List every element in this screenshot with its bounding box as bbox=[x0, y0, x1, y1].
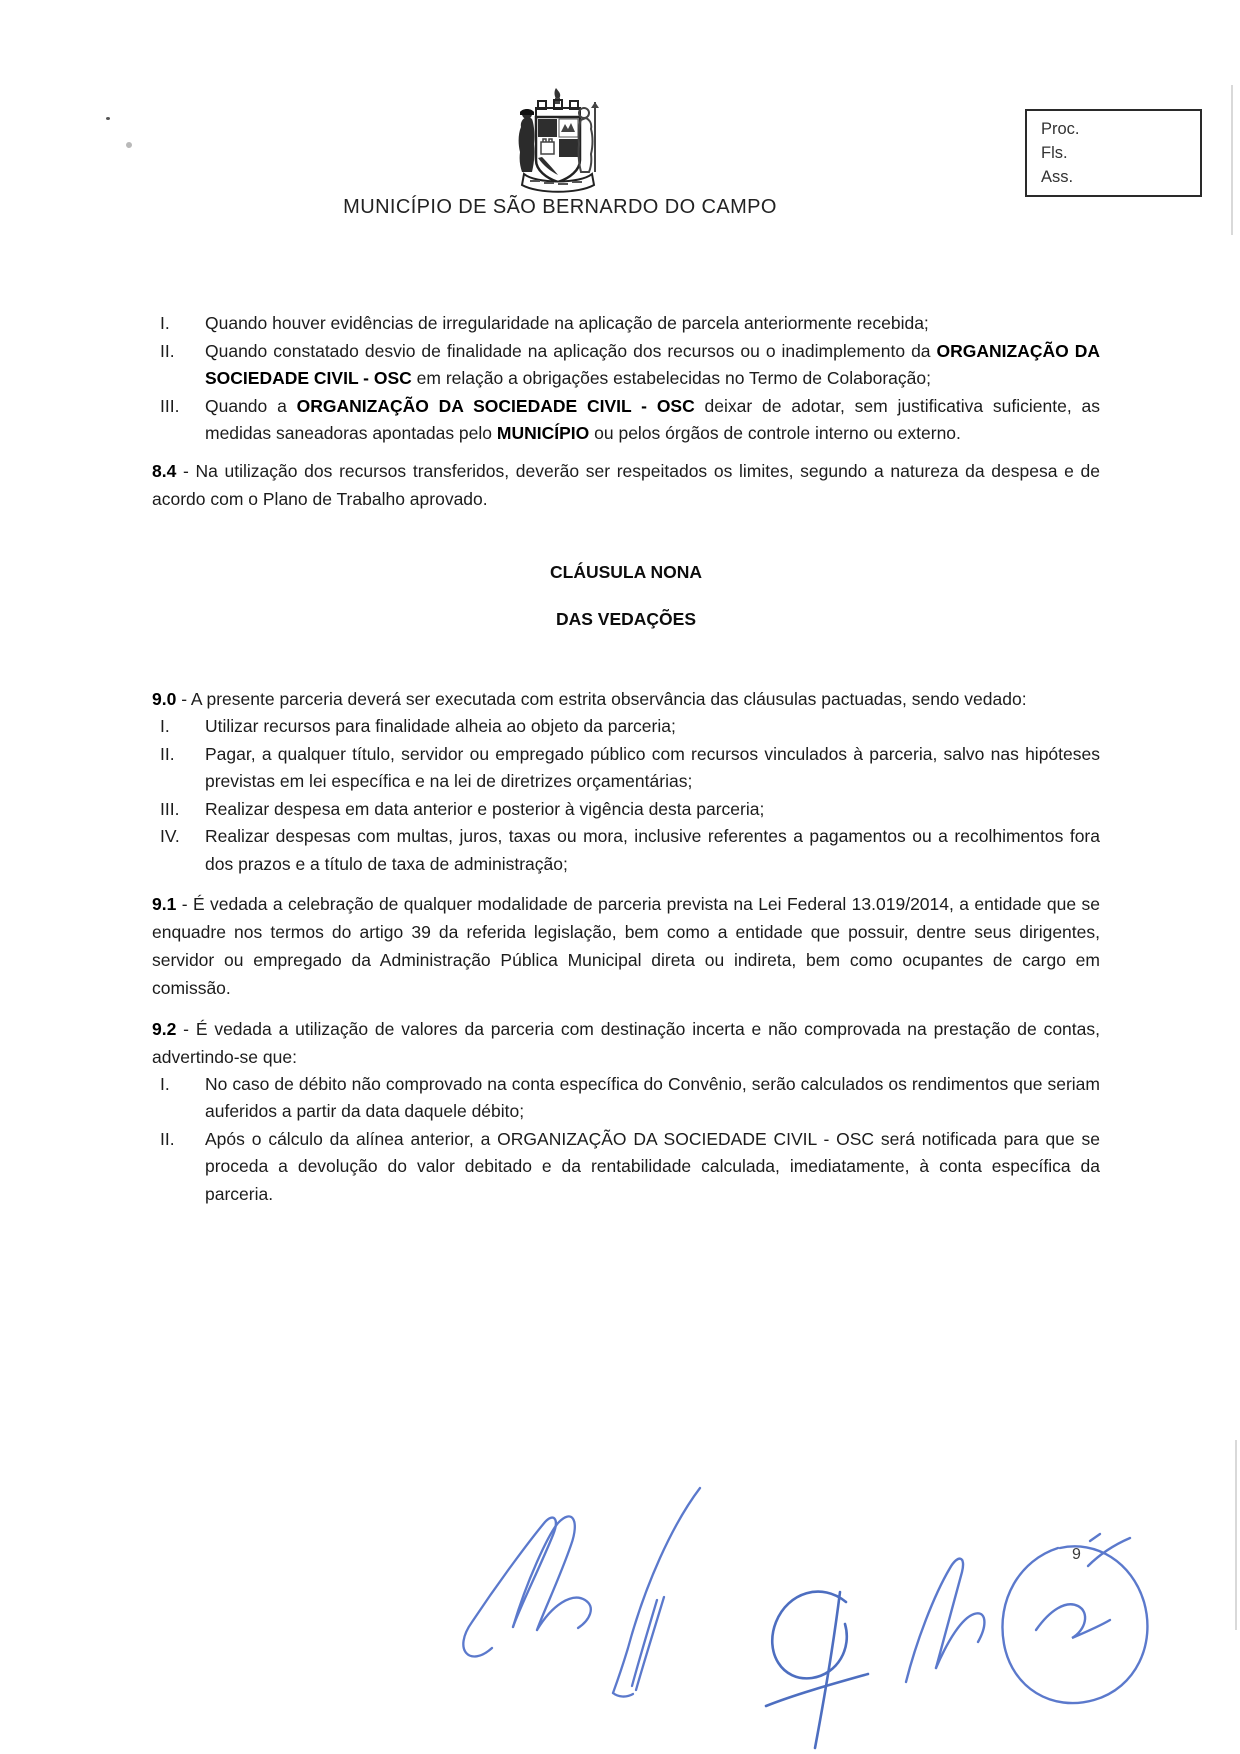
municipality-coat-of-arms-icon bbox=[498, 86, 618, 196]
paragraph-9-1: 9.1 - É vedada a celebração de qualquer modalidade de parceria prevista na Lei Federal 13.019/2014, a entidade que se enquadre nos termos do artigo 39 da referida legislação, bem como a entidade que possuir, dentre seus dirigentes, servidor ou empregado da Administração Pública Municipal direta ou indireta, bem como ocupantes de cargo em comissão. bbox=[152, 893, 1100, 998]
signature-ink-1 bbox=[463, 1516, 590, 1656]
document-header-title: MUNICÍPIO DE SÃO BERNARDO DO CAMPO bbox=[343, 196, 777, 218]
list-item-numeral: I. bbox=[160, 1073, 170, 1094]
scanner-edge-artifact bbox=[1235, 1440, 1237, 1630]
clause9-0-list bbox=[152, 713, 1100, 879]
list-item-numeral: I. bbox=[160, 313, 170, 333]
scan-speck bbox=[126, 142, 132, 148]
list-item-numeral: II. bbox=[160, 1128, 175, 1149]
stamp-ass-label: Ass. bbox=[1041, 168, 1074, 186]
scan-speck bbox=[106, 117, 110, 120]
list-item bbox=[152, 741, 1100, 796]
list-item-text: Realizar despesa em data anterior e posterior à vigência desta parceria; bbox=[205, 798, 765, 819]
paragraph-9-0: 9.0 - A presente parceria deverá ser executada com estrita observância das cláusulas pactuadas, sendo vedado: bbox=[152, 688, 1027, 709]
list-item bbox=[152, 310, 1100, 338]
list-item bbox=[152, 796, 1100, 824]
list-item bbox=[152, 1071, 1100, 1126]
list-item bbox=[152, 823, 1100, 878]
list-item-text: Quando constatado desvio de finalidade na aplicação dos recursos ou o inadimplemento da ORGANIZAÇÃO DA SOCIEDADE CIVIL - OSC em relação a obrigações estabelecidas no Termo de Colaboração; bbox=[205, 340, 1100, 389]
list-item-numeral: III. bbox=[160, 798, 180, 819]
signature-ink-3 bbox=[766, 1592, 868, 1748]
list-item-text: No caso de débito não comprovado na conta específica do Convênio, serão calculados os rendimentos que seriam auferidos a partir da data daquele débito; bbox=[205, 1073, 1100, 1122]
clause-nine-subheading: DAS VEDAÇÕES bbox=[555, 608, 697, 629]
process-stamp-box bbox=[1025, 109, 1202, 197]
list-item-numeral: III. bbox=[160, 395, 180, 416]
stamp-proc-label: Proc. bbox=[1041, 120, 1080, 138]
list-item-text: Realizar despesas com multas, juros, taxas ou mora, inclusive referentes a pagamentos ou a recolhimentos fora dos prazos e a título de taxa de administração; bbox=[205, 826, 1100, 874]
page-number: 9 bbox=[1072, 1546, 1081, 1563]
list-item-text: Após o cálculo da alínea anterior, a ORGANIZAÇÃO DA SOCIEDADE CIVIL - OSC será notificada para que se proceda a devolução do valor debitado e da rentabilidade calculada, imediatamente, à conta específica da parceria. bbox=[205, 1128, 1100, 1204]
list-item bbox=[152, 338, 1100, 393]
signature-ink-2 bbox=[613, 1488, 700, 1697]
clause9-2-list bbox=[152, 1071, 1100, 1209]
list-item-numeral: II. bbox=[160, 743, 175, 764]
list-item-text: Quando houver evidências de irregularidade na aplicação de parcela anteriormente recebida; bbox=[205, 313, 929, 333]
list-item-numeral: IV. bbox=[160, 826, 180, 847]
document-body bbox=[152, 310, 1100, 1209]
list-item-text: Quando a ORGANIZAÇÃO DA SOCIEDADE CIVIL - OSC deixar de adotar, sem justificativa suficiente, as medidas saneadoras apontadas pelo MUNICÍPIO ou pelos órgãos de controle interno ou externo. bbox=[205, 395, 1101, 444]
list-item bbox=[152, 1126, 1100, 1209]
clause8-list bbox=[152, 310, 1100, 448]
stamp-fls-label: Fls. bbox=[1041, 144, 1068, 162]
list-item-numeral: I. bbox=[160, 715, 170, 736]
paragraph-9-2: 9.2 - É vedada a utilização de valores da parceria com destinação incerta e não comprovada na prestação de contas, advertindo-se que: bbox=[152, 1018, 1100, 1067]
list-item-text: Utilizar recursos para finalidade alheia ao objeto da parceria; bbox=[205, 715, 676, 736]
list-item bbox=[152, 393, 1100, 448]
list-item-numeral: II. bbox=[160, 340, 175, 361]
clause-nine-heading: CLÁUSULA NONA bbox=[550, 561, 702, 582]
scanner-edge-artifact bbox=[1231, 85, 1233, 235]
list-item bbox=[152, 713, 1100, 741]
signature-ink-4 bbox=[906, 1534, 1147, 1703]
paragraph-8-4: 8.4 - Na utilização dos recursos transferidos, deverão ser respeitados os limites, segundo a natureza da despesa e de acordo com o Plano de Trabalho aprovado. bbox=[152, 460, 1100, 509]
list-item-text: Pagar, a qualquer título, servidor ou empregado público com recursos vinculados à parceria, salvo nas hipóteses previstas em lei específica e na lei de diretrizes orçamentárias; bbox=[205, 743, 1100, 792]
